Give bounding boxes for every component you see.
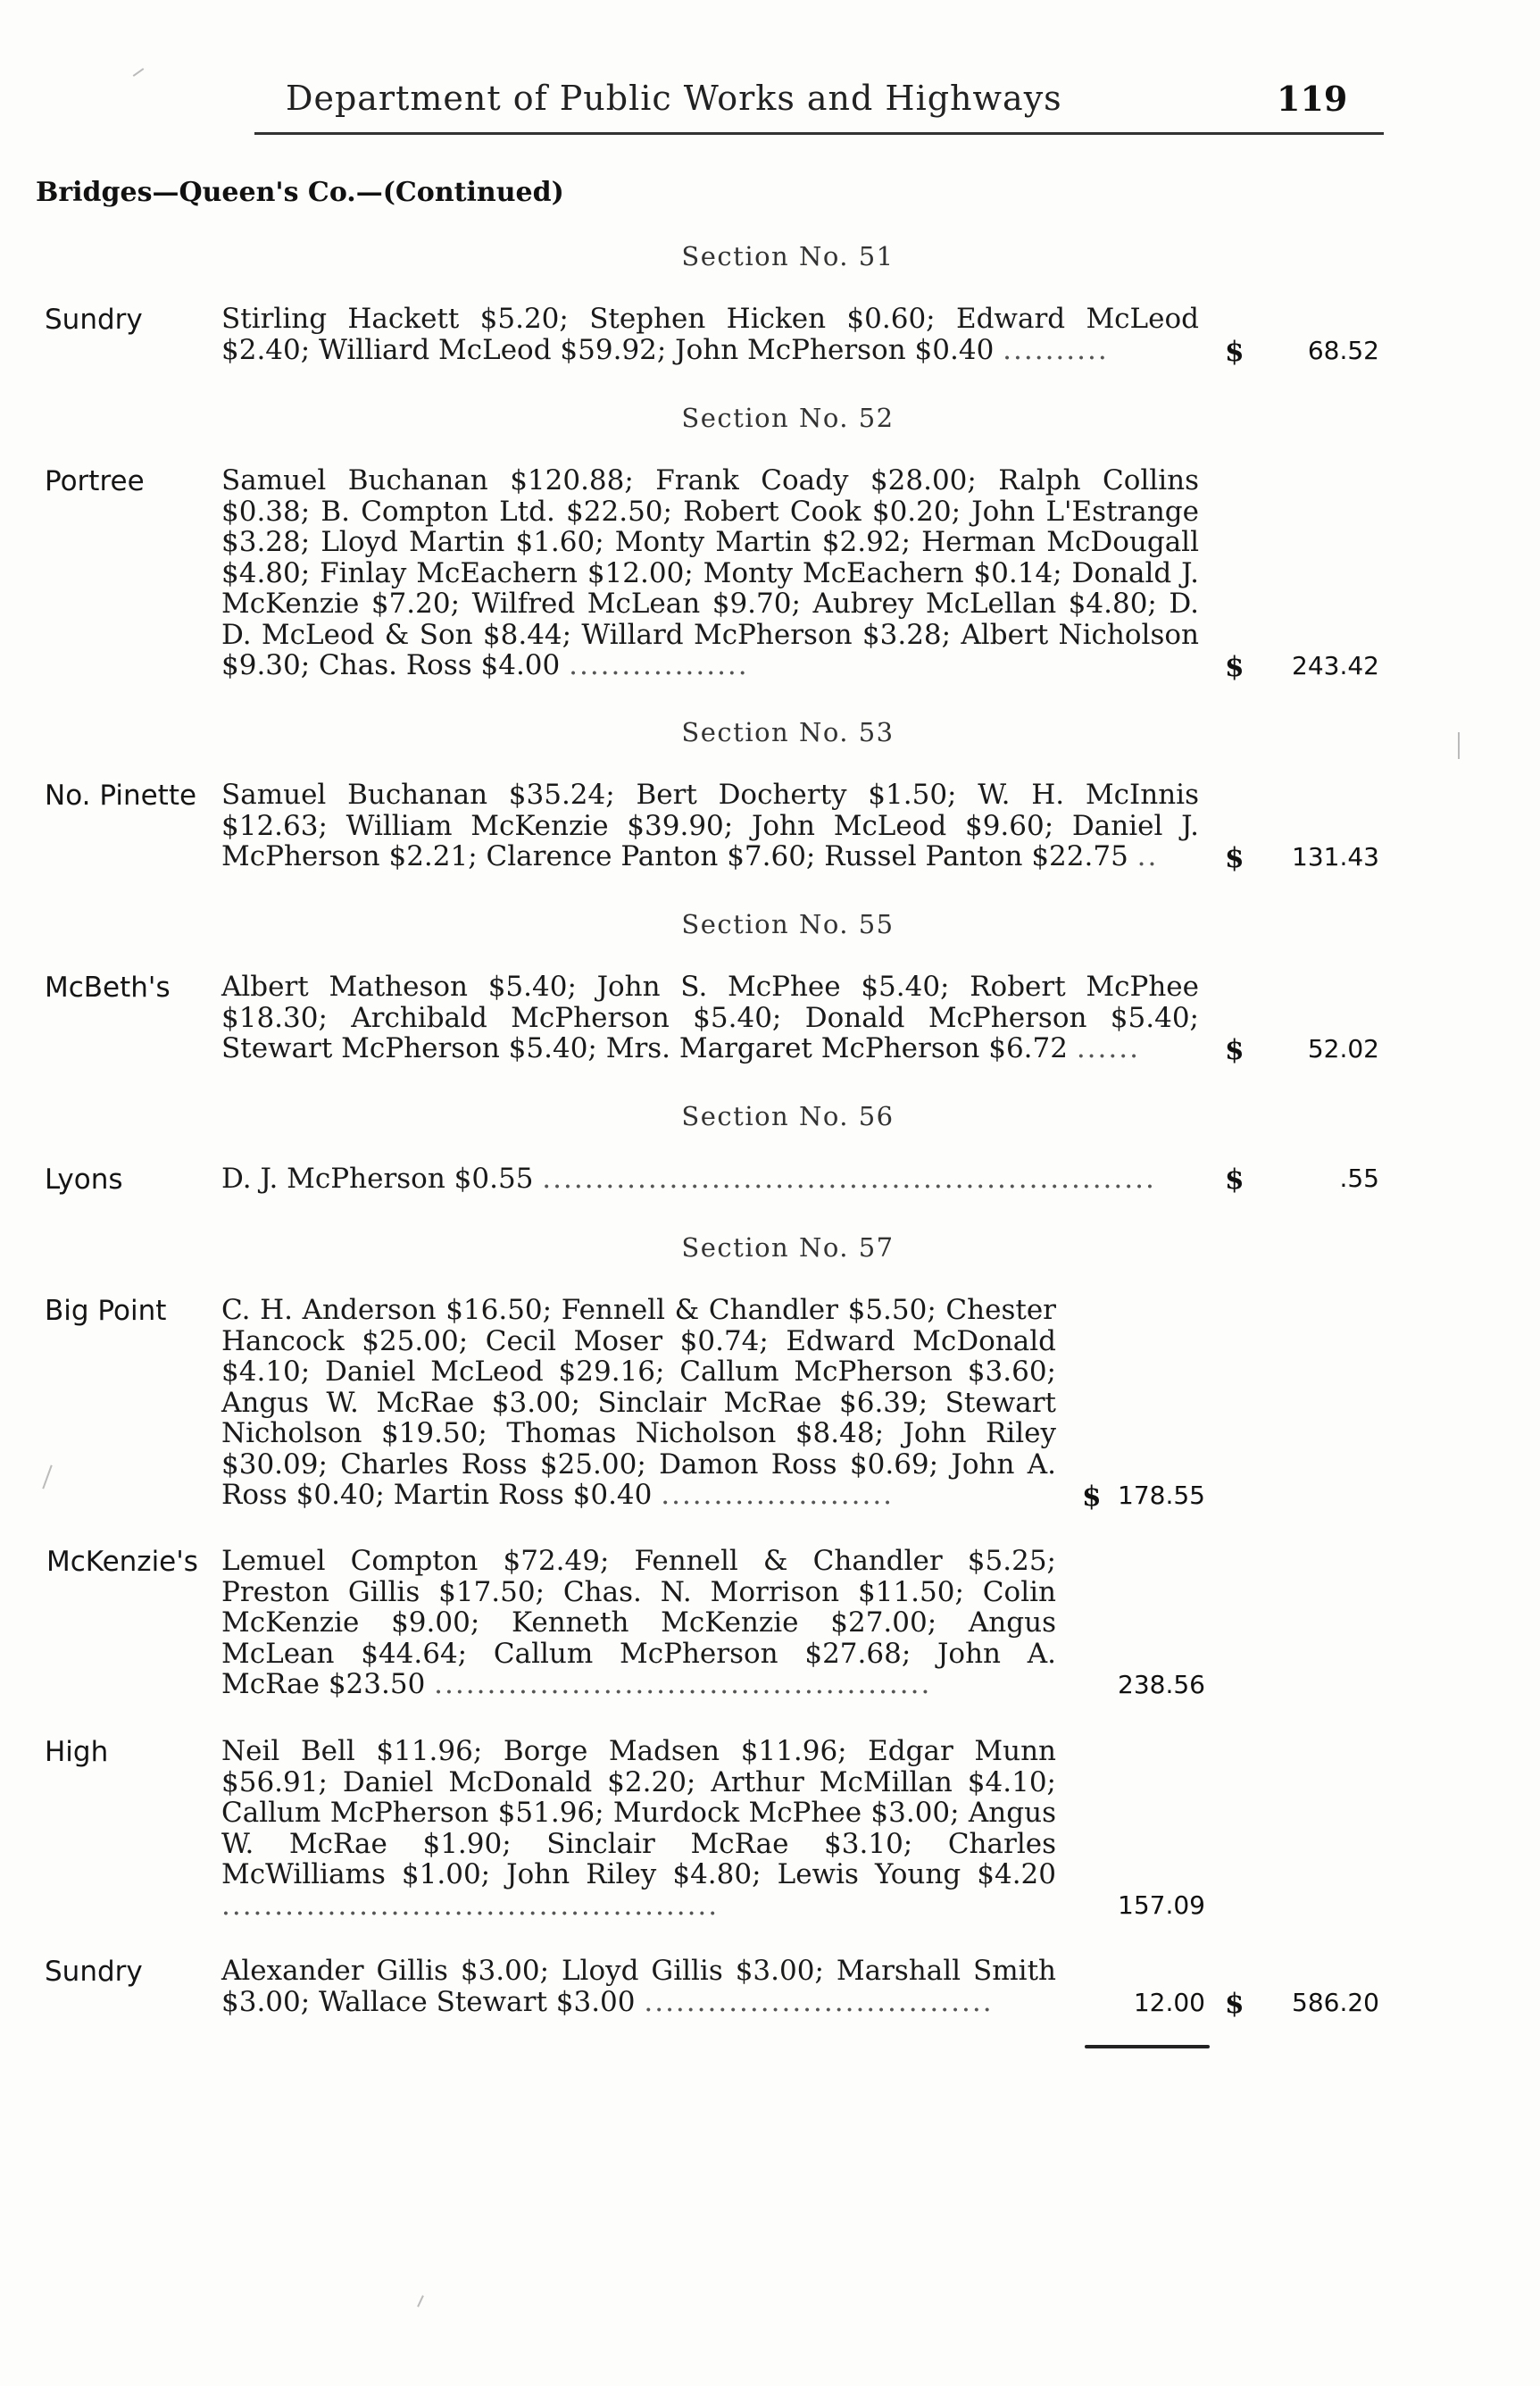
dot-leader: ............................................... [221, 1889, 720, 1922]
scan-mark [42, 1465, 52, 1489]
payees-text: Lemuel Compton $72.49; Fennell & Chandler $5.25; Preston Gillis $17.50; Chas. N. Morrison $11.50; Colin McKenzie $9.00; Kenneth McKenzie $27.00; Angus McLean $44.64; Callum McPherson $27.68; John A. McRae $23.50 [221, 1545, 1056, 1700]
entry-subtotal: 178.55 [1118, 1481, 1205, 1510]
section-total: 586.20 [1292, 1988, 1379, 2017]
section-total: 243.42 [1292, 651, 1379, 680]
entry-place: No. Pinette [45, 780, 197, 812]
payees-text: Neil Bell $11.96; Borge Madsen $11.96; Edgar Munn $56.91; Daniel McDonald $2.20; Arthur McMillan $4.10; Callum McPherson $51.96; Murdock McPhee $3.00; Angus W. McRae $1.90; Sinclair McRae $3.10; Charles McWilliams $1.00; John Riley $4.80; Lewis Young $4.20 [221, 1735, 1056, 1890]
section-total: 52.02 [1307, 1034, 1379, 1064]
payees-text: D. J. McPherson $0.55 [221, 1164, 534, 1195]
entry-place: Lyons [45, 1164, 123, 1196]
page-number: 119 [1277, 79, 1348, 119]
header-rule [254, 132, 1384, 135]
dollar-sign: $ [1225, 336, 1244, 368]
dot-leader: ...................... [661, 1479, 895, 1511]
entry-payees [221, 972, 1199, 1064]
running-head: Department of Public Works and Highways [286, 79, 1062, 118]
dollar-sign: $ [1225, 1034, 1244, 1066]
entry-payees [221, 780, 1199, 872]
dot-leader: .......................................................... [542, 1164, 1156, 1195]
scan-mark [417, 2295, 424, 2307]
entry-place: Portree [45, 465, 145, 497]
entry-payees [221, 1546, 1056, 1700]
subtotal-rule [1085, 2045, 1210, 2048]
entry-place: High [45, 1736, 109, 1768]
entry-place: Big Point [45, 1295, 167, 1327]
payees-text: Samuel Buchanan $35.24; Bert Docherty $1.50; W. H. McInnis $12.63; William McKenzie $39.90; John McLeod $9.60; Daniel J. McPherson $2.21; Clarence Panton $7.60; Russel Panton $22.75 [221, 779, 1199, 872]
entry-subtotal: 238.56 [1118, 1670, 1205, 1699]
entry-subtotal: 12.00 [1133, 1988, 1205, 2017]
entry-payees [221, 465, 1199, 681]
section-total: 131.43 [1292, 842, 1379, 872]
continued-title: Bridges—Queen's Co.—(Continued) [36, 177, 564, 208]
section-total: .55 [1339, 1164, 1379, 1193]
entry-place: McBeth's [45, 972, 171, 1004]
section-heading-52: Section No. 52 [681, 403, 895, 433]
entry-payees [221, 1956, 1056, 2017]
entry-payees [221, 304, 1199, 365]
entry-place: Sundry [45, 1956, 143, 1988]
section-heading-55: Section No. 55 [681, 909, 895, 939]
scan-mark [133, 68, 145, 77]
dollar-sign: $ [1082, 1481, 1102, 1513]
section-heading-51: Section No. 51 [681, 241, 895, 271]
section-heading-57: Section No. 57 [681, 1232, 895, 1263]
dollar-sign: $ [1225, 651, 1244, 683]
payees-text: Stirling Hackett $5.20; Stephen Hicken $0.60; Edward McLeod $2.40; Williard McLeod $59.92; John McPherson $0.40 [221, 303, 1199, 366]
dot-leader: .. [1136, 840, 1159, 872]
dot-leader: ...... [1076, 1032, 1140, 1064]
dot-leader: .......... [1003, 333, 1109, 366]
dot-leader: ................. [569, 649, 749, 681]
dollar-sign: $ [1225, 842, 1244, 874]
payees-text: Samuel Buchanan $120.88; Frank Coady $28.00; Ralph Collins $0.38; B. Compton Ltd. $22.50; Robert Cook $0.20; John L'Estrange $3.28; Lloyd Martin $1.60; Monty Martin $2.92; Herman McDougall $4.80; Finlay McEachern $12.00; Monty McEachern $0.14; Donald J. McKenzie $7.20; Wilfred McLean $9.70; Aubrey McLellan $4.80; D. D. McLeod & Son $8.44; Willard McPherson $3.28; Albert Nicholson $9.30; Chas. Ross $4.00 [221, 464, 1199, 681]
dollar-sign: $ [1225, 1988, 1244, 2020]
payees-text: C. H. Anderson $16.50; Fennell & Chandler $5.50; Chester Hancock $25.00; Cecil Moser $0.74; Edward McDonald $4.10; Daniel McLeod $29.16; Callum McPherson $3.60; Angus W. McRae $3.00; Sinclair McRae $6.39; Stewart Nicholson $19.50; Thomas Nicholson $8.48; John Riley $30.09; Charles Ross $25.00; Damon Ross $0.69; John A. Ross $0.40; Martin Ross $0.40 [221, 1294, 1056, 1511]
entry-payees [221, 1736, 1056, 1921]
dot-leader: ............................................... [434, 1668, 932, 1700]
entry-payees [221, 1295, 1056, 1511]
entry-place: McKenzie's [46, 1546, 198, 1578]
payees-text: Albert Matheson $5.40; John S. McPhee $5.40; Robert McPhee $18.30; Archibald McPherson $5.40; Donald McPherson $5.40; Stewart McPherson $5.40; Mrs. Margaret McPherson $6.72 [221, 971, 1199, 1064]
section-total: 68.52 [1307, 336, 1379, 365]
entry-place: Sundry [45, 304, 143, 336]
entry-payees [221, 1164, 1199, 1195]
scan-mark [1458, 732, 1460, 759]
payees-text: Alexander Gillis $3.00; Lloyd Gillis $3.00; Marshall Smith $3.00; Wallace Stewart $3.00 [221, 1955, 1056, 2018]
section-heading-56: Section No. 56 [681, 1101, 895, 1131]
section-heading-53: Section No. 53 [681, 717, 895, 747]
dot-leader: ................................. [644, 1985, 994, 2018]
dollar-sign: $ [1225, 1164, 1244, 1196]
entry-subtotal: 157.09 [1118, 1890, 1205, 1920]
